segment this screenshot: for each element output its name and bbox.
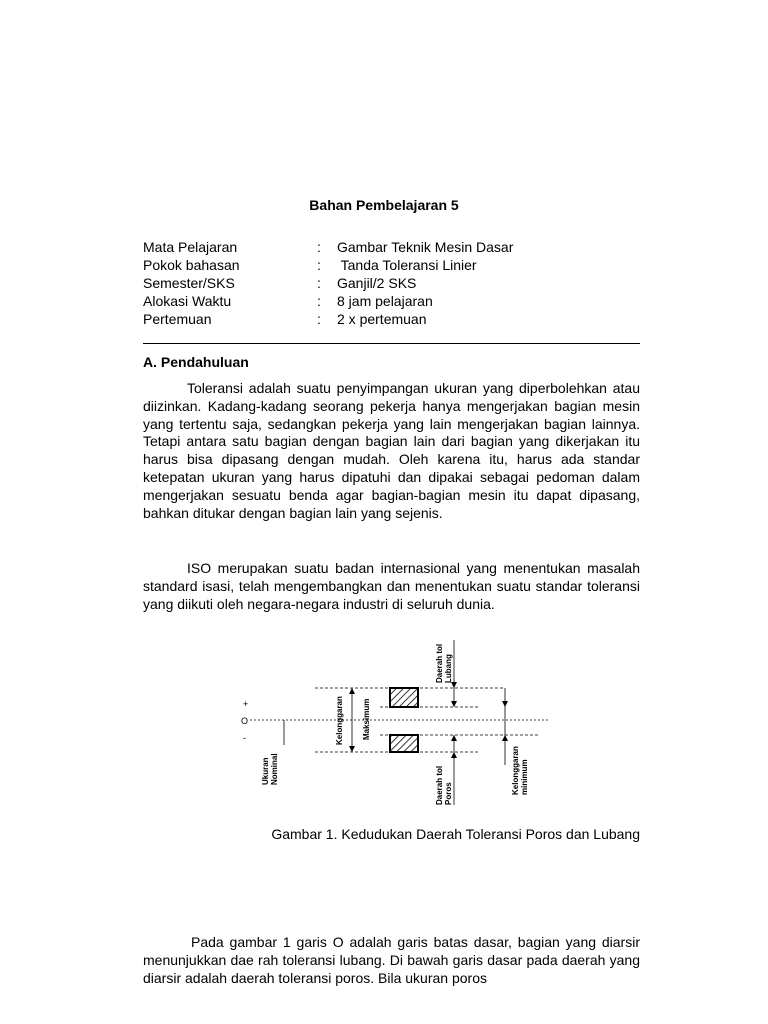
label-minimum: minimum <box>520 759 529 795</box>
meta-row-subject <box>143 238 513 256</box>
arrow-head <box>451 735 457 741</box>
document-title: Bahan Pembelajaran 5 <box>309 197 459 213</box>
meta-key: Pertemuan <box>143 311 212 327</box>
arrow-head <box>349 746 355 752</box>
arrow-head <box>451 701 457 707</box>
meta-value: 8 jam pelajaran <box>337 293 433 309</box>
meta-row-meeting <box>143 310 513 328</box>
label-daerah-poros: Daerah tol <box>435 765 444 805</box>
paragraph-iso: ISO merupakan suatu badan internasional yang menentukan masalah standard isasi, telah mengembangkan dan menentukan suatu standar toleransi yang diikuti oleh negara-negara industri di seluruh dunia. <box>143 560 640 612</box>
figure-caption: Gambar 1. Kedudukan Daerah Toleransi Poros dan Lubang <box>271 826 640 842</box>
meta-row-topic <box>143 256 513 274</box>
label-maksimum: Maksimum <box>362 698 371 740</box>
meta-value: 2 x pertemuan <box>337 311 427 327</box>
meta-colon: : <box>317 239 321 255</box>
meta-table <box>143 238 513 328</box>
horizontal-divider <box>143 343 640 344</box>
hole-tolerance-zone <box>390 688 418 707</box>
paragraph-gambar: Pada gambar 1 garis O adalah garis batas dasar, bagian yang diarsir menunjukkan dae rah toleransi lubang. Di bawah garis dasar pada daerah yang diarsir adalah daerah toleransi poros. Bila ukuran poros <box>143 934 640 986</box>
meta-key: Alokasi Waktu <box>143 293 232 309</box>
meta-colon: : <box>317 293 321 309</box>
section-heading: A. Pendahuluan <box>143 354 249 370</box>
label-ukuran: Ukuran <box>261 757 270 785</box>
meta-colon: : <box>317 275 321 291</box>
zero-label: O <box>241 716 249 726</box>
paragraph-toleransi: Toleransi adalah suatu penyimpangan ukuran yang diperbolehkan atau diizinkan. Kadang-kadang seorang pekerja hanya mengerjakan bagian mesin yang tertentu saja, sedangkan pekerja yang lain mengerjakan bagian lainnya. Tetapi antara satu bagian dengan bagian lain dari bagian yang dikerjakan itu harus bisa dipasang dengan mudah. Oleh karena itu, harus ada standar ketepatan ukuran yang harus dipatuhi dan dipakai sebagai pedoman dalam mengerjakan sesuatu benda agar bagian-bagian mesin itu dapat dipasang, bahkan ditukar dengan bagian lain yang sejenis. <box>143 380 640 521</box>
arrow-head <box>451 752 457 758</box>
arrow-head <box>349 688 355 694</box>
meta-key: Pokok bahasan <box>143 257 240 273</box>
label-lubang: Lubang <box>444 654 453 683</box>
arrow-head <box>502 735 508 741</box>
label-kelonggaran-maks: Kelonggaran <box>335 696 344 745</box>
meta-value: Gambar Teknik Mesin Dasar <box>337 239 514 255</box>
arrow-head <box>502 701 508 707</box>
tolerance-figure <box>230 635 560 810</box>
meta-value: Ganjil/2 SKS <box>337 275 417 291</box>
plus-label: + <box>243 699 249 709</box>
minus-label: - <box>243 733 246 743</box>
label-daerah-lubang: Daerah tol <box>435 643 444 683</box>
label-nominal: Nominal <box>270 753 279 785</box>
meta-value: Tanda Toleransi Linier <box>337 257 477 273</box>
meta-row-time <box>143 292 513 310</box>
label-poros: Poros <box>444 782 453 805</box>
meta-key: Mata Pelajaran <box>143 239 238 255</box>
label-kelonggaran-min: Kelonggaran <box>511 746 520 795</box>
meta-colon: : <box>317 257 321 273</box>
meta-key: Semester/SKS <box>143 275 235 291</box>
tolerance-diagram <box>230 635 560 810</box>
shaft-tolerance-zone <box>390 735 418 752</box>
meta-row-semester <box>143 274 513 292</box>
meta-colon: : <box>317 311 321 327</box>
